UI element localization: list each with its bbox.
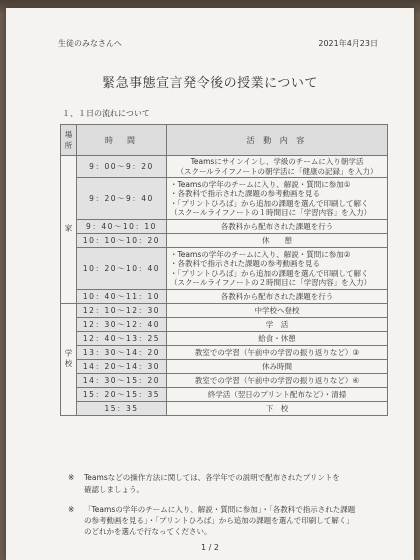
activity-cell <box>167 318 388 332</box>
table-row <box>61 402 388 416</box>
table-row <box>61 360 388 374</box>
time-cell: 9：40～10：10 <box>77 220 167 234</box>
table-row <box>61 248 388 290</box>
activity-line: 給食・休憩 <box>258 333 296 343</box>
time-cell: 9：00～9：20 <box>77 156 167 178</box>
note-line: 確認しましょう。 <box>84 485 144 494</box>
header-activity: 活 動 内 容 <box>167 125 388 156</box>
activity-cell <box>167 234 388 248</box>
activity-line: ・「プリントひろば」から追加の課題を選んで印刷して解く <box>170 198 369 208</box>
time-cell: 12：10～12：30 <box>77 304 167 318</box>
recipient-label: 生徒のみなさんへ <box>58 39 122 48</box>
document-date: 2021年4月23日 <box>318 39 378 48</box>
time-cell: 10：10～10：20 <box>77 234 167 248</box>
activity-line: ・各教科で指示された課題の参考動画を見る <box>170 189 320 198</box>
time-cell: 9：20～9：40 <box>77 178 167 220</box>
note-line: のどれかを選んで行なってください。 <box>84 527 212 536</box>
time-cell: 15：35 <box>77 402 167 416</box>
activity-line: ・Teamsの学年のチームに入り、解説・質問に参加② <box>170 249 351 259</box>
table-row <box>61 304 388 318</box>
note-line: 「Teamsの学年のチームに入り、解説・質問に参加」・「各教科で指示された課題 <box>84 505 356 514</box>
activity-cell <box>167 374 388 388</box>
activity-line: 各教科から配布された課題を行う <box>220 291 334 301</box>
activity-line: ・「プリントひろば」から追加の課題を選んで印刷して解く <box>170 268 369 278</box>
place-school-cell: 学校 <box>61 304 77 416</box>
activity-line: Teamsにサインインし、学級のチームに入り朝学活 <box>190 157 364 166</box>
table-row <box>61 156 388 178</box>
section-heading: １、１日の流れについて <box>62 109 150 118</box>
table-row <box>61 234 388 248</box>
note-line: Teamsなどの操作方法に関しては、各学年での説明で配布されたプリントを <box>84 473 340 482</box>
document-title: 緊急事態宣言発令後の授業について <box>102 76 318 91</box>
time-cell: 13：30～14：20 <box>77 346 167 360</box>
activity-line: ・Teamsの学年のチームに入り、解説・質問に参加① <box>170 179 351 189</box>
activity-cell <box>167 332 388 346</box>
activity-line: 学 活 <box>265 319 289 329</box>
note-operations <box>68 472 340 496</box>
document-page <box>6 8 414 560</box>
activity-line: 各教科から配布された課題を行う <box>220 221 334 231</box>
activity-line: 教室での学習（午前中の学習の振り返りなど）③ <box>194 347 360 357</box>
activity-line: （スクールライフノートの朝学活に「健康の記録」を入力） <box>176 166 378 176</box>
activity-cell <box>167 360 388 374</box>
table-row <box>61 178 388 220</box>
table-row <box>61 346 388 360</box>
table-row <box>61 374 388 388</box>
activity-line: 終学活（翌日のプリント配布など）・清掃 <box>207 389 347 399</box>
table-row <box>61 290 388 304</box>
activity-line: （スクールライフノートの１時間目に「学習内容」を入力） <box>170 208 372 217</box>
place-home-cell: 家 <box>61 156 77 304</box>
activity-line: 教室での学習（午前中の学習の振り返りなど）④ <box>194 375 360 385</box>
schedule-table <box>60 124 388 416</box>
time-cell: 15：20～15：35 <box>77 388 167 402</box>
activity-line: 下 校 <box>265 403 289 413</box>
time-cell: 14：30～15：20 <box>77 374 167 388</box>
activity-cell <box>167 290 388 304</box>
time-cell: 12：40～13：25 <box>77 332 167 346</box>
note-mark: ※ <box>68 473 75 482</box>
activity-cell <box>167 388 388 402</box>
activity-line: 中学校へ登校 <box>254 305 300 315</box>
note-choices <box>68 504 355 537</box>
activity-cell <box>167 304 388 318</box>
time-cell: 10：40～11：10 <box>77 290 167 304</box>
activity-cell <box>167 402 388 416</box>
time-cell: 14：20～14：30 <box>77 360 167 374</box>
header-place: 場所 <box>61 125 77 156</box>
activity-cell <box>167 156 388 178</box>
table-header-row <box>61 125 388 156</box>
activity-line: 休み時間 <box>262 361 292 371</box>
header-time: 時 間 <box>77 125 167 156</box>
activity-cell <box>167 248 388 290</box>
time-cell: 10：20～10：40 <box>77 248 167 290</box>
table-row <box>61 318 388 332</box>
time-cell: 12：30～12：40 <box>77 318 167 332</box>
note-mark: ※ <box>68 505 75 514</box>
activity-line: （スクールライフノートの２時間目に「学習内容」を入力） <box>170 278 372 287</box>
table-row <box>61 388 388 402</box>
page-number: 1 / 2 <box>201 543 219 552</box>
activity-cell <box>167 178 388 220</box>
activity-cell <box>167 346 388 360</box>
activity-line: ・各教科で指示された課題の参考動画を見る <box>170 259 320 268</box>
note-line: の参考動画を見る」・「プリントひろば」から追加の課題を選んで印刷して解く」 <box>84 516 354 525</box>
activity-cell <box>167 220 388 234</box>
activity-line: 休 憩 <box>262 235 292 245</box>
table-row <box>61 220 388 234</box>
table-row <box>61 332 388 346</box>
